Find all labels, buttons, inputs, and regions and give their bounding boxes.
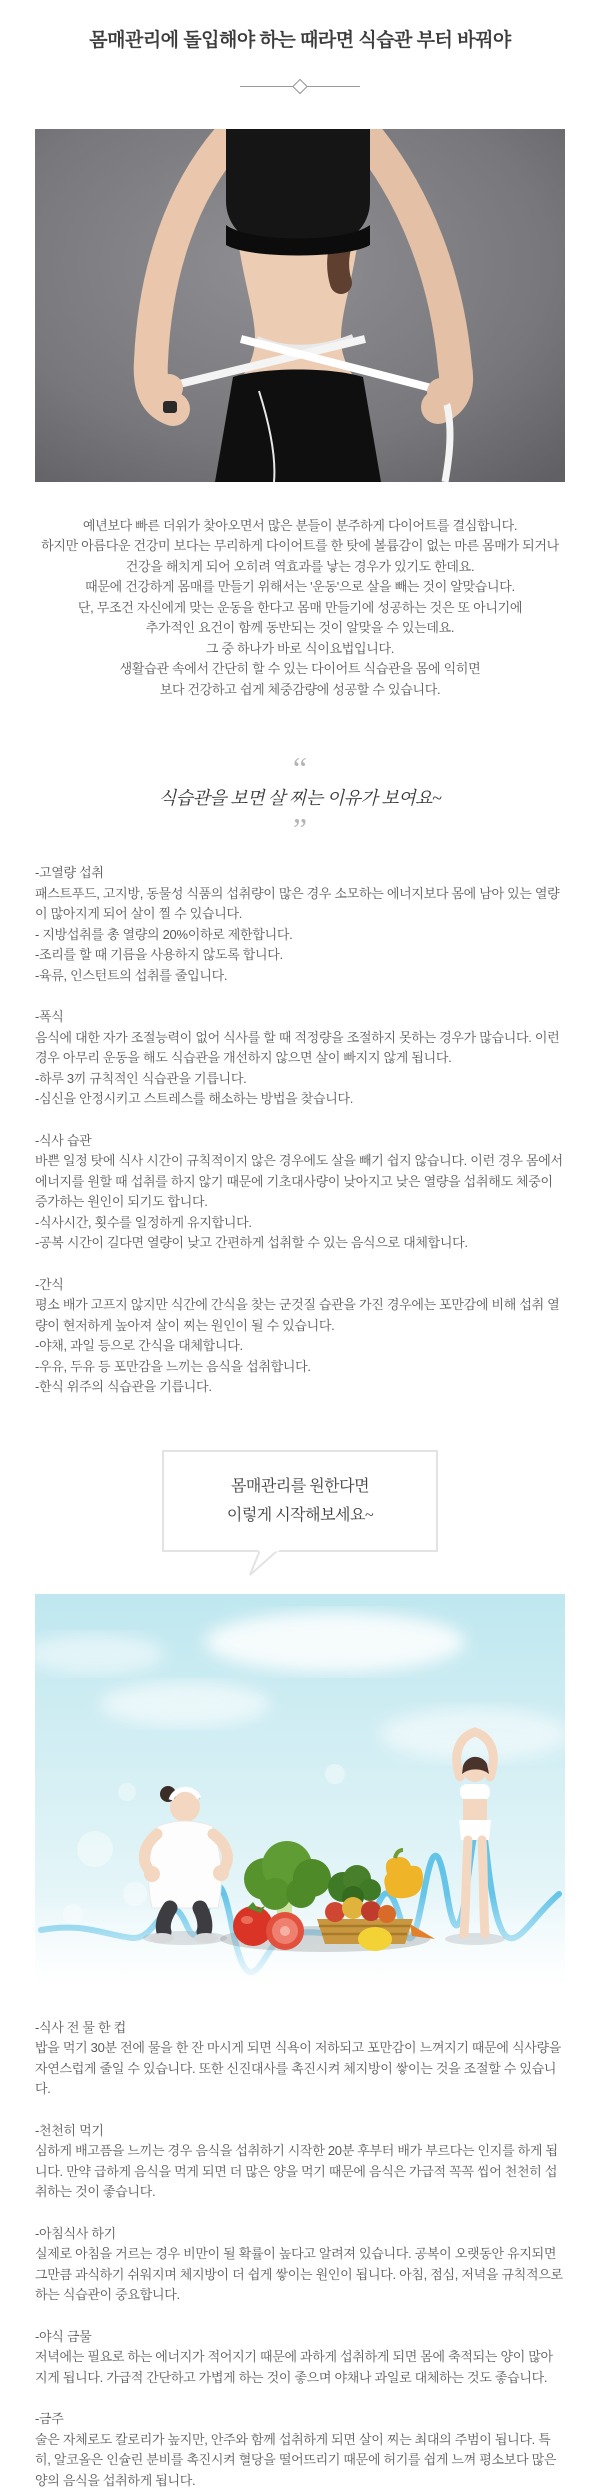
habit-section [35,2121,565,2203]
intro-line: 예년보다 빠른 더위가 찾아오면서 많은 분들이 분주하게 다이어트를 결심합니다. [82,517,518,533]
section-text: -육류, 인스턴트의 섭취를 줄입니다. [35,967,228,983]
section-text: -야채, 과일 등으로 간식을 대체합니다. [35,1338,243,1354]
section-heading: -식사 전 물 한 컵 [35,2019,126,2035]
bubble-tail [248,1549,284,1577]
section-text: 저녁에는 필요로 하는 에너지가 적어지기 때문에 과하게 섭취하게 되면 몸에 축적되는 양이 많아지게 됩니다. 가급적 간단하고 가볍게 하는 것이 좋으며 야채나 과일로 대체하는 것도 좋습니다. [35,2349,553,2385]
habit-section [35,1131,565,1254]
section-text: 실제로 아침을 거르는 경우 비만이 될 확률이 높다고 알려져 있습니다. 공복이 오랫동안 유지되면 그만큼 과식하기 쉬워지며 체지방이 더 쉽게 쌓이는 원인이 됩니다. 아침, 점심, 저녁을 규칙적으로 하는 식습관이 중요합니다. [35,2246,563,2303]
habit-section [35,2018,565,2100]
quote-text: 식습관을 보면 살 찌는 이유가 보여요~ [158,788,442,809]
section-text: 평소 배가 고프지 않지만 식간에 간식을 찾는 군것질 습관을 가진 경우에는 포만감에 비해 섭취 열량이 현저하게 높아져 살이 찌는 원인이 될 수 있습니다. [35,1297,560,1333]
section-heading: -금주 [35,2411,64,2427]
speech-bubble-wrap [35,1450,565,1552]
intro-line: 추가적인 요건이 함께 동반되는 것이 알맞을 수 있는데요. [145,620,455,636]
intro-line: 단, 무조건 자신에게 맞는 운동을 한다고 몸매 만들기에 성공하는 것은 또 아니기에 [77,599,523,615]
section-text: 술은 자체로도 칼로리가 높지만, 안주와 함께 섭취하게 되면 살이 찌는 최대의 주범이 됩니다. 특히, 알코올은 인슐린 분비를 촉진시켜 혈당을 떨어뜨리기 때문에 허기를 쉽게 느껴 평소보다 많은 양의 음식을 섭취하게 됩니다. [35,2431,557,2488]
page-title: 몸매관리에 돌입해야 하는 때라면 식습관 부터 바꿔야 [89,29,511,51]
habit-section [35,1007,565,1110]
intro-line: 그 중 하나가 바로 식이요법입니다. [205,640,395,656]
section-text: 심하게 배고픔을 느끼는 경우 음식을 섭취하기 시작한 20분 후부터 배가 부르다는 인지를 하게 됩니다. 만약 급하게 음식을 먹게 되면 더 많은 양을 먹기 때문에 음식은 가급적 꼭꼭 씹어 천천히 섭취하는 것이 좋습니다. [35,2143,558,2200]
section-text: -우유, 두유 등 포만감을 느끼는 음식을 섭취합니다. [35,1358,311,1374]
habit-section [35,863,565,986]
section-text: -조리를 할 때 기름을 사용하지 않도록 합니다. [35,947,283,963]
habit-section [35,2409,565,2491]
section-text: 패스트푸드, 고지방, 동물성 식품의 섭취량이 많은 경우 소모하는 에너지보다 몸에 남아 있는 열량이 많아지게 되어 살이 찔 수 있습니다. [35,885,560,922]
ornament-divider [240,80,360,93]
article [0,13,600,2491]
intro-line: 생활습관 속에서 간단히 할 수 있는 다이어트 식습관을 몸에 익히면 [119,661,481,677]
section-text: 음식에 대한 자가 조절능력이 없어 식사를 할 때 적정량을 조절하지 못하는 경우가 많습니다. 이런 경우 아무리 운동을 해도 식습관을 개선하지 않으면 살이 빠지지 않게 됩니다. [35,1029,560,1066]
section-text: -한식 위주의 식습관을 기릅니다. [35,1379,212,1395]
section-heading: -아침식사 하기 [35,2225,116,2241]
habit-problem-sections [35,863,565,1398]
section-text: -심신을 안정시키고 스트레스를 해소하는 방법을 찾습니다. [35,1091,354,1107]
open-quote-icon: “ [292,750,308,787]
section-heading: -폭식 [35,1009,64,1025]
section-heading: -천천히 먹기 [35,2122,104,2138]
section-heading: -간식 [35,1276,64,1292]
intro-line: 때문에 건강하게 몸매를 만들기 위해서는 '운동'으로 살을 빼는 것이 알맞습니다. [85,579,515,595]
section-text: - 지방섭취를 총 열량의 20%이하로 제한합니다. [35,926,293,942]
section-text: 밥을 먹기 30분 전에 물을 한 잔 마시게 되면 식욕이 저하되고 포만감이 느껴지기 때문에 식사량을 자연스럽게 줄일 수 있습니다. 또한 신진대사를 촉진시켜 체지방이 쌓이는 것을 조절할 수 있습니다. [35,2040,562,2097]
section-heading: -식사 습관 [35,1132,92,1148]
section-heading: -고열량 섭취 [35,865,104,881]
intro-line: 하지만 아름다운 건강미 보다는 무리하게 다이어트를 한 탓에 볼륨감이 없는 마른 몸매가 되거나 [41,538,559,554]
pull-quote [35,750,565,848]
diamond-icon [292,78,308,94]
section-text: -공복 시간이 길다면 열량이 낮고 간편하게 섭취할 수 있는 음식으로 대체합니다. [35,1235,468,1251]
bubble-line: 이렇게 시작해보세요~ [226,1506,374,1524]
habit-section [35,2224,565,2306]
section-heading: -야식 금물 [35,2328,92,2344]
section-text: 바쁜 일정 탓에 식사 시간이 규칙적이지 않은 경우에도 살을 빼기 쉽지 않습니다. 이런 경우 몸에서 에너지를 원할 때 섭취를 하지 않기 때문에 기초대사량이 낮아지고 낮은 열량을 섭취해도 체중이 증가하는 원인이 되기도 합니다. [35,1153,563,1210]
intro-line: 건강을 해치게 되어 오히려 역효과를 낳는 경우가 있기도 한데요. [125,558,475,574]
section-text: -하루 3끼 규칙적인 식습관을 기릅니다. [35,1070,247,1086]
waist-measure-photo [35,129,565,482]
speech-bubble [162,1450,438,1552]
intro-paragraph [35,516,565,701]
section-text: -식사시간, 횟수를 일정하게 유지합니다. [35,1214,252,1230]
diet-lifestyle-photo [35,1594,565,1984]
bubble-line: 몸매관리를 원한다면 [230,1477,370,1495]
close-quote-icon: ” [292,811,308,848]
habit-tip-sections [35,2018,565,2491]
habit-section [35,1275,565,1398]
habit-section [35,2327,565,2389]
intro-line: 보다 건강하고 쉽게 체중감량에 성공할 수 있습니다. [159,681,441,697]
